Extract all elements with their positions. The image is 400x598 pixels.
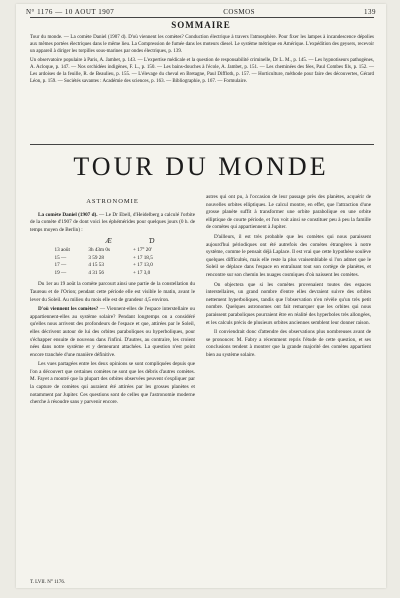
left-column	[30, 194, 195, 409]
table-row	[53, 255, 173, 263]
section-title: TOUR DU MONDE	[73, 152, 329, 181]
page-number: 139	[363, 8, 376, 16]
paragraph-lead: La comète Daniel (1907 d).	[38, 211, 98, 218]
document-page	[16, 4, 386, 588]
ephemeris-date: 15 —	[54, 254, 67, 261]
paragraph: On objectera que si les comètes provenaient toutes des espaces interstellaires, un grand nombre d'entre elles devraient suivre des orbites nettement hyperboliques, tandis que l'observation n'en révèle qu'un très petit nombre. Quelques astronomes ont fait remarquer que les orbites qui nous paraissent paraboliques pourraient être en réalité des hyperboles très allongées, et les calculs précis de plusieurs orbites anciennes semblent leur donner raison.	[206, 281, 371, 326]
ephemeris-ra: 3 59 28	[88, 254, 104, 261]
paragraph-lead: D'où viennent les comètes?	[38, 306, 99, 313]
ephemeris-date: 19 —	[54, 269, 67, 276]
paragraph: Les vues partagées entre les deux opinions se sont compliquées depuis que l'on a découvert que certaines comètes ne sont que les débris d'autres comètes. M. Fayet a montré que la plupart des orbites observées peuvent s'expliquer par la capture de comètes qui auraient été attirées par les grosses planètes et notamment par Jupiter. Ces questions sont de celles que l'astronomie moderne cherche à résoudre sans y parvenir encore.	[30, 361, 195, 406]
header-rule	[30, 17, 374, 18]
ephemeris-header-dec: Ɗ	[149, 237, 155, 246]
paragraph	[30, 306, 195, 359]
section-rule	[30, 144, 374, 145]
sommaire-title: SOMMAIRE	[171, 20, 231, 30]
ephemeris-ra: 4 15 53	[88, 262, 104, 269]
paragraph: astres qui ont pu, à l'occasion de leur passage près des planètes, acquérir de nouvelles orbites elliptiques. Le calcul montre, en effet, que l'attraction d'une grosse planète suffit à transformer une orbite parabolique en une orbite elliptique de courte période, et l'on voit ainsi se constituer peu à peu la famille de comètes qui appartiennent à Jupiter.	[206, 194, 371, 231]
paragraph: D'ailleurs, il est très probable que les comètes qui nous paraissent aujourd'hui périodiques ont été autrefois des comètes étrangères à notre système, comme le pensait déjà Laplace. Il est vrai que cette hypothèse soulève quelques difficultés, mais elle reste la plus vraisemblable si l'on admet que le Soleil se déplace dans l'espace en entraînant tout son cortège de planètes, et rencontre sur son chemin les nuages cosmiques d'où naissent les comètes.	[206, 233, 371, 278]
sommaire-paragraph: Tour du monde. — La comète Daniel (1907 d). D'où viennent les comètes? Conduction électrique à travers l'atmosphère. Pour fixer les lampes à incandescence dépolies aux mêmes portées électriques dans le même lieu. La Compression de fumée dans les moteurs diesel. Le système métrique en Amérique. L'expédition des geysers, recevoir un appareil à diriger les torpilles sous-marines par ondes électriques, p. 139.	[30, 35, 374, 54]
table-row	[53, 262, 173, 270]
ephemeris-ra: 4 31 56	[88, 269, 104, 276]
paragraph: Il conviendrait donc d'attendre des observations plus nombreuses avant de se prononcer. M. Fabry a récemment repris l'étude de cette question, et ses conclusions tendent à montrer que la grande majorité des comètes appartient bien au système solaire.	[206, 329, 371, 358]
subsection-title: ASTRONOMIE	[86, 198, 139, 205]
ephemeris-table	[53, 237, 173, 277]
journal-name: COSMOS	[223, 8, 256, 16]
page-footer: T. LVII. N° 1176.	[30, 580, 66, 585]
ephemeris-dec: + 17 3,0	[133, 269, 151, 276]
paragraph-text: — Viennent-elles de l'espace interstellaire ou appartiennent-elles au système solaire? Pendant longtemps on a considéré qu'elles nous arrivent des profondeurs de l'espace et que, attirées par le Soleil, elles décrivent autour de lui des orbites paraboliques ou hyperboliques, pour s'échapper ensuite de nouveau dans l'infini. D'autres, au contraire, les croient nées dans notre système et y demeurant attachées. La question n'est point encore tranchée d'une manière définitive.	[30, 306, 195, 358]
sommaire-paragraph: Un observatoire populaire à Paris, A. Jambet, p. 143. — L'expertise médicale et la question de responsabilité criminelle, Dr L. M., p. 145. — Les hypnotiseurs pathogènes, A. Acloque, p. 147. — Nos orchidées indigènes, F. L., p. 150. — Les bains-douches à l'école, A. Jambet, p. 151. — Les cheminées des fées, Paul Combes fils, p. 152. — Les ardoises de la feuille, R. de Beaulieu, p. 155. — L'élevage du cheval en Bretagne, Paul Diffloth, p. 157. — Horticulture, méthode pour faire des découvertes, Gérard Léon, p. 159. — Sociétés savantes : Académie des sciences, p. 163. — Bibliographie, p. 167. — Formulaire.	[30, 58, 374, 84]
table-row	[53, 247, 173, 255]
paragraph-text: — Le Dr Ebell, d'Heidelberg a calculé l'orbite de la comète d'1907 de dont voici les éphémérides pour quelques jours (0 h. de temps moyen de Berlin) :	[30, 211, 195, 233]
page-header	[26, 8, 376, 16]
right-column	[206, 194, 371, 361]
sommaire-body	[30, 34, 374, 87]
ephemeris-dec: + 17 18,5	[133, 254, 153, 261]
ephemeris-dec: + 17 13,0	[133, 262, 153, 269]
ephemeris-dec: + 17° 20'	[133, 246, 152, 253]
ephemeris-date: 17 —	[54, 262, 67, 269]
paragraph	[30, 212, 195, 235]
issue-number: N° 1176 — 10 AOUT 1907	[26, 8, 115, 16]
paragraph: Du 1er au 19 août la comète parcourt ainsi une partie de la constellation du Taureau et de l'Orion; pendant cette période elle est visible le matin, avant le lever du Soleil. Au milieu du mois elle est de grandeur 4,5 environ.	[30, 281, 195, 303]
ephemeris-ra: 3h 43m 0s	[88, 246, 110, 253]
ephemeris-date: 13 août	[54, 246, 70, 253]
table-row	[53, 270, 173, 278]
ephemeris-header-ra: Æ	[105, 237, 112, 246]
